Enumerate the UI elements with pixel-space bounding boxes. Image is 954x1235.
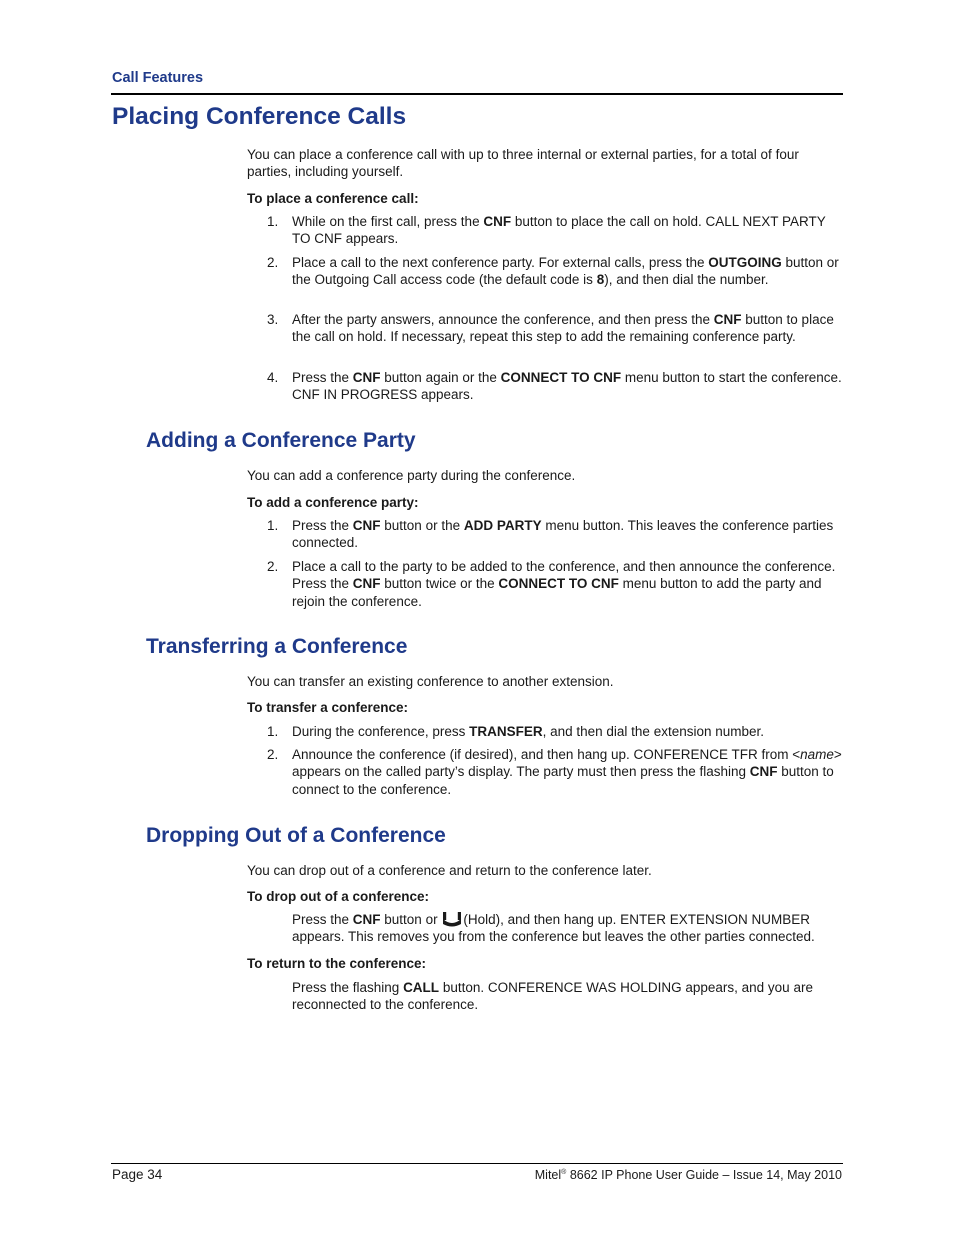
placing-intro: You can place a conference call with up to three internal or external parties, for a total of four parties, including yourself. xyxy=(247,147,799,180)
cnf-label: CNF xyxy=(352,912,381,927)
page-number: Page 34 xyxy=(112,1167,163,1182)
dropping-intro: You can drop out of a conference and return to the conference later. xyxy=(247,863,652,878)
placing-lead: To place a conference call: xyxy=(247,191,419,206)
transferring-lead: To transfer a conference: xyxy=(247,700,409,715)
step-text: Place a call to the party to be added to the conference, and then announce the conference. Press the CNF button twice or the CONNECT TO CNF menu button to add the party and rejoin the conference. xyxy=(292,559,836,609)
step-text: After the party answers, announce the conference, and then press the CNF button to place the call on hold. If necessary, repeat this step to add the remaining conference party. xyxy=(292,312,834,345)
dropping-heading: Dropping Out of a Conference xyxy=(146,824,446,847)
drop-instructions xyxy=(292,911,842,946)
header-divider xyxy=(111,93,843,95)
step-number: 4. xyxy=(267,370,279,385)
step-text: Press the CNF button again or the CONNECT TO CNF menu button to start the conference. CNF IN PROGRESS appears. xyxy=(292,370,842,403)
section-header: Call Features xyxy=(112,70,204,86)
footer-guide-title xyxy=(535,1168,842,1182)
step-number: 3. xyxy=(267,312,279,327)
step-text: During the conference, press TRANSFER, and then dial the extension number. xyxy=(292,724,765,739)
registered-mark: ® xyxy=(561,1168,567,1176)
placing-step xyxy=(267,213,842,248)
adding-step xyxy=(267,558,842,610)
step-text: While on the first call, press the CNF button to place the call on hold. CALL NEXT PARTY TO CNF appears. xyxy=(292,214,826,247)
drop-text-post: (Hold), and then hang up. ENTER EXTENSION NUMBER appears. This removes you from the conference but leaves the other parties connected. xyxy=(292,912,815,945)
step-number: 1. xyxy=(267,214,279,229)
adding-lead: To add a conference party: xyxy=(247,495,419,510)
footer-divider xyxy=(111,1163,843,1164)
placing-step xyxy=(267,254,842,289)
return-lead: To return to the conference: xyxy=(247,956,427,971)
placing-step xyxy=(267,369,842,404)
transferring-intro: You can transfer an existing conference to another extension. xyxy=(247,674,614,689)
transferring-heading: Transferring a Conference xyxy=(146,635,408,658)
step-number: 1. xyxy=(267,518,279,533)
transferring-step xyxy=(267,746,842,798)
guide-title: 8662 IP Phone User Guide – Issue 14, May 2010 xyxy=(566,1168,842,1182)
hold-icon xyxy=(443,911,461,927)
adding-heading: Adding a Conference Party xyxy=(146,429,416,452)
page-title: Placing Conference Calls xyxy=(112,103,407,130)
transferring-step xyxy=(267,723,842,740)
adding-step xyxy=(267,517,842,552)
drop-lead: To drop out of a conference: xyxy=(247,889,429,904)
step-number: 1. xyxy=(267,724,279,739)
step-number: 2. xyxy=(267,747,279,762)
step-text: Announce the conference (if desired), and then hang up. CONFERENCE TFR from <name> appears on the called party’s display. The party must then press the flashing CNF button to connect to the conference. xyxy=(292,747,842,797)
step-number: 2. xyxy=(267,255,279,270)
brand-name: Mitel xyxy=(534,1168,562,1182)
step-number: 2. xyxy=(267,559,279,574)
step-text: Place a call to the next conference party. For external calls, press the OUTGOING button or the Outgoing Call access code (the default code is 8), and then dial the number. xyxy=(292,255,839,288)
drop-text-pre: Press the xyxy=(292,912,353,927)
placing-step xyxy=(267,311,842,346)
return-instructions: Press the flashing CALL button. CONFERENCE WAS HOLDING appears, and you are reconnected to the conference. xyxy=(292,980,813,1013)
adding-intro: You can add a conference party during the conference. xyxy=(247,468,576,483)
step-text: Press the CNF button or the ADD PARTY menu button. This leaves the conference parties connected. xyxy=(292,518,834,551)
drop-text-mid: button or xyxy=(380,912,442,927)
